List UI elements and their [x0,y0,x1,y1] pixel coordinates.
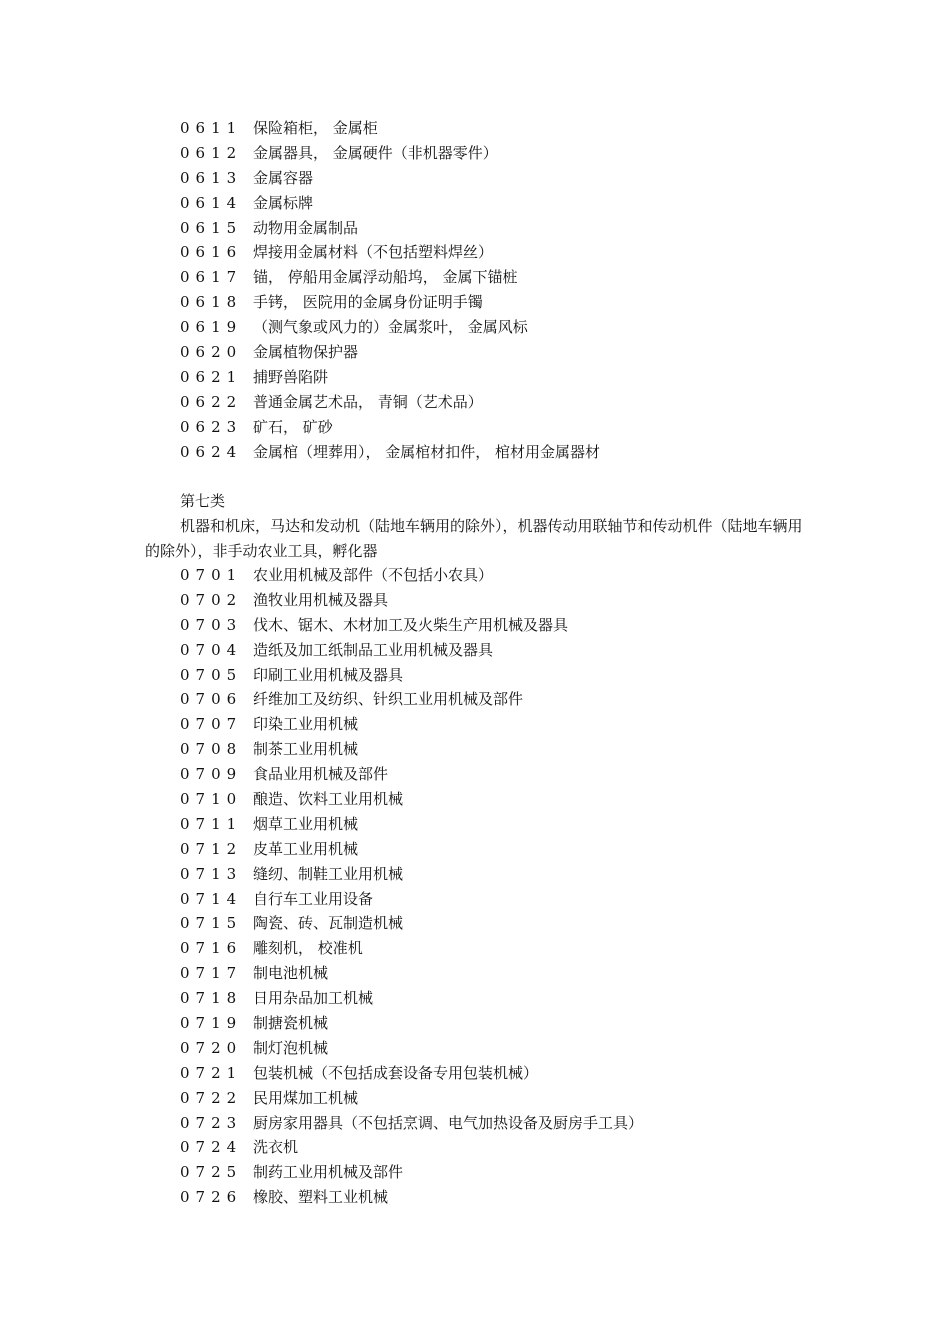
list-item [180,936,880,961]
item-code: 0720 [180,1038,243,1057]
item-text: 陶瓷、砖、瓦制造机械 [253,914,404,933]
list-item [180,141,880,166]
list-item [180,166,880,191]
item-text: 金属标牌 [253,193,314,212]
item-text: 厨房家用器具（不包括烹调、电气加热设备及厨房手工具） [253,1113,644,1132]
item-text: 包装机械（不包括成套设备专用包装机械） [253,1063,539,1082]
list-item [180,1160,880,1185]
item-text: 烟草工业用机械 [253,814,359,833]
item-code: 0710 [180,790,243,809]
item-code: 0614 [180,193,243,212]
item-code: 0701 [180,566,243,584]
class-7-item-list [180,563,880,1210]
list-item [180,240,880,265]
item-code: 0620 [180,343,243,362]
list-item [180,737,880,762]
item-text: 捕野兽陷阱 [253,367,329,386]
item-text: 金属容器 [253,168,314,187]
item-text: 缝纫、制鞋工业用机械 [253,864,404,883]
list-item [180,812,880,837]
list-item [180,440,880,465]
list-item [180,365,880,390]
item-text: 日用杂品加工机械 [253,989,374,1008]
list-item [180,613,880,638]
item-text: 民用煤加工机械 [253,1088,359,1107]
list-item [180,911,880,936]
class-7-heading: 第七类 [180,492,226,510]
item-code: 0621 [180,367,243,386]
item-text: 金属植物保护器 [253,343,359,362]
item-code: 0704 [180,640,243,659]
list-item [180,1011,880,1036]
list-item [180,862,880,887]
item-text: 酿造、饮料工业用机械 [253,790,404,809]
item-code: 0615 [180,218,243,237]
item-code: 0702 [180,590,243,609]
item-text: 金属棺（埋葬用）， 金属棺材扣件， 棺材用金属器材 [253,442,601,461]
item-code: 0622 [180,392,243,411]
item-text: 锚， 停船用金属浮动船坞， 金属下锚桩 [253,268,518,287]
list-item [180,687,880,712]
item-text: 洗衣机 [253,1138,299,1157]
item-code: 0616 [180,243,243,262]
item-text: 橡胶、塑料工业机械 [253,1188,389,1207]
item-code: 0726 [180,1188,243,1207]
item-text: 印刷工业用机械及器具 [253,665,404,684]
item-code: 0724 [180,1138,243,1157]
item-code: 0707 [180,715,243,734]
item-code: 0705 [180,665,243,684]
item-code: 0623 [180,417,243,436]
list-item [180,787,880,812]
item-code: 0722 [180,1088,243,1107]
item-text: 金属器具， 金属硬件（非机器零件） [253,143,498,162]
item-code: 0713 [180,864,243,883]
item-text: 皮革工业用机械 [253,839,359,858]
item-code: 0706 [180,690,243,709]
item-code: 0717 [180,964,243,983]
item-text: 食品业用机械及部件 [253,765,389,784]
item-code: 0617 [180,268,243,287]
item-text: 造纸及加工纸制品工业用机械及器具 [253,640,494,659]
item-code: 0703 [180,615,243,634]
list-item [180,1135,880,1160]
item-code: 0721 [180,1063,243,1082]
item-code: 0618 [180,293,243,312]
list-item [180,340,880,365]
item-code: 0725 [180,1163,243,1182]
class-7-description: 机器和机床，马达和发动机（陆地车辆用的除外），机器传动用联轴节和传动机件（陆地车辆用的除外），非手动农业工具，孵化器 [145,517,803,560]
item-code: 0714 [180,889,243,908]
item-text: 制药工业用机械及部件 [253,1163,404,1182]
item-text: 保险箱柜， 金属柜 [253,119,378,137]
list-item [180,986,880,1011]
list-item [180,712,880,737]
list-item [180,290,880,315]
item-code: 0624 [180,442,243,461]
item-text: 焊接用金属材料（不包括塑料焊丝） [253,243,494,262]
item-code: 0719 [180,1014,243,1033]
item-text: 自行车工业用设备 [253,889,374,908]
item-text: 制电池机械 [253,964,329,983]
item-code: 0723 [180,1113,243,1132]
list-item [180,415,880,440]
list-item [180,762,880,787]
list-item [180,1061,880,1086]
item-text: 渔牧业用机械及器具 [253,590,389,609]
item-text: 制灯泡机械 [253,1038,329,1057]
item-text: 手铐， 医院用的金属身份证明手镯 [253,293,483,312]
item-text: 矿石， 矿砂 [253,417,333,436]
item-code: 0613 [180,168,243,187]
item-text: 农业用机械及部件（不包括小农具） [253,566,494,584]
item-text: （测气象或风力的）金属浆叶， 金属风标 [253,318,528,337]
list-item [180,1111,880,1136]
list-item [180,1036,880,1061]
list-item [180,837,880,862]
item-code: 0708 [180,740,243,759]
list-item [180,1086,880,1111]
list-item [180,563,880,588]
list-item [180,1185,880,1210]
list-item [180,265,880,290]
item-text: 印染工业用机械 [253,715,359,734]
item-code: 0718 [180,989,243,1008]
item-code: 0619 [180,318,243,337]
item-text: 制搪瓷机械 [253,1014,329,1033]
item-code: 0711 [180,814,243,833]
list-item [180,961,880,986]
item-text: 伐木、锯木、木材加工及火柴生产用机械及器具 [253,615,569,634]
item-code: 0716 [180,939,243,958]
list-item [180,588,880,613]
list-item [180,216,880,241]
list-item [180,116,880,141]
class-6-item-list [180,116,880,464]
item-code: 0611 [180,119,243,137]
list-item [180,663,880,688]
item-code: 0612 [180,143,243,162]
list-item [180,390,880,415]
item-text: 制茶工业用机械 [253,740,359,759]
list-item [180,638,880,663]
item-text: 雕刻机， 校准机 [253,939,363,958]
list-item [180,191,880,216]
item-text: 普通金属艺术品， 青铜（艺术品） [253,392,483,411]
item-code: 0715 [180,914,243,933]
item-text: 纤维加工及纺织、针织工业用机械及部件 [253,690,524,709]
item-text: 动物用金属制品 [253,218,359,237]
list-item [180,887,880,912]
item-code: 0709 [180,765,243,784]
item-code: 0712 [180,839,243,858]
list-item [180,315,880,340]
